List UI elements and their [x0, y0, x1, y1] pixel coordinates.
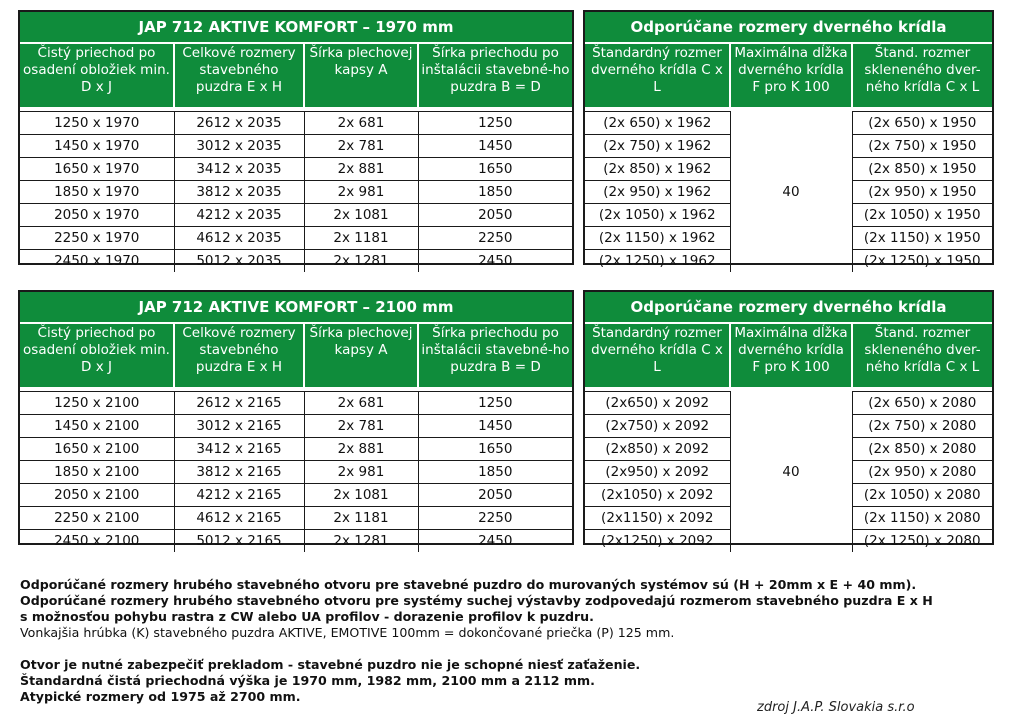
table-cell: 2x 781 — [304, 135, 418, 158]
table-row — [20, 227, 572, 250]
table-row — [20, 250, 572, 273]
table-cell: (2x750) x 2092 — [585, 415, 730, 438]
table-cell: 3412 x 2035 — [174, 158, 304, 181]
col-header-standard-leaf: Štandardný rozmer dverného krídla C x L — [585, 44, 730, 107]
table-row — [20, 204, 572, 227]
table-cell: 2x 1081 — [304, 484, 418, 507]
table-title: Odporúčane rozmery dverného krídla — [585, 292, 992, 324]
table-cell: 2x 981 — [304, 461, 418, 484]
table-cell: 1650 — [418, 438, 572, 461]
table-row — [20, 484, 572, 507]
table-row — [20, 530, 572, 553]
table-body — [20, 387, 572, 552]
dimensions-table-2100 — [18, 290, 574, 549]
table-cell: (2x 1250) x 2080 — [852, 530, 992, 553]
data-grid — [20, 44, 572, 272]
table-cell: (2x 850) x 1950 — [852, 158, 992, 181]
table-cell: (2x 950) x 1962 — [585, 181, 730, 204]
table-cell: 1850 — [418, 181, 572, 204]
note-line: Štandardná čistá priechodná výška je 1970 mm, 1982 mm, 2100 mm a 2112 mm. — [20, 673, 595, 688]
table-row — [20, 135, 572, 158]
table-body — [585, 107, 992, 272]
table-cell: 2050 — [418, 484, 572, 507]
source-credit: zdroj J.A.P. Slovakia s.r.o — [757, 700, 915, 715]
note-line: Otvor je nutné zabezpečiť prekladom - stavebné puzdro nie je schopné niesť zaťaženie. — [20, 657, 641, 672]
table-cell: 2x 1081 — [304, 204, 418, 227]
header-row — [585, 44, 992, 107]
table-cell: 2x 881 — [304, 158, 418, 181]
table-cell: (2x 1250) x 1962 — [585, 250, 730, 273]
table-row — [20, 438, 572, 461]
table-row — [20, 158, 572, 181]
table-cell: (2x 1050) x 1950 — [852, 204, 992, 227]
table-cell: (2x1050) x 2092 — [585, 484, 730, 507]
table-cell: 2050 — [418, 204, 572, 227]
table-cell: (2x 650) x 1962 — [585, 112, 730, 135]
table-cell: (2x 850) x 2080 — [852, 438, 992, 461]
data-grid — [585, 44, 992, 272]
table-cell: 1250 x 1970 — [20, 112, 174, 135]
table-cell: 2x 681 — [304, 392, 418, 415]
table-cell: (2x1150) x 2092 — [585, 507, 730, 530]
table-cell: 4612 x 2035 — [174, 227, 304, 250]
table-row — [585, 112, 992, 135]
table-cell: (2x 950) x 2080 — [852, 461, 992, 484]
table-cell: 1850 x 2100 — [20, 461, 174, 484]
col-header-passage: Čistý priechod po osadení obložiek min. D x J — [20, 44, 174, 107]
table-cell: 2250 x 2100 — [20, 507, 174, 530]
table-cell: 1650 — [418, 158, 572, 181]
table-cell: 4212 x 2035 — [174, 204, 304, 227]
table-cell: (2x 750) x 1950 — [852, 135, 992, 158]
table-cell: 1450 x 2100 — [20, 415, 174, 438]
table-title: JAP 712 AKTIVE KOMFORT – 2100 mm — [20, 292, 572, 324]
table-cell: 3812 x 2165 — [174, 461, 304, 484]
table-cell: 2050 x 1970 — [20, 204, 174, 227]
table-cell: 1450 — [418, 135, 572, 158]
table-cell: 3012 x 2035 — [174, 135, 304, 158]
table-cell: (2x 1150) x 2080 — [852, 507, 992, 530]
data-grid — [585, 324, 992, 552]
dimensions-table-1970 — [18, 10, 574, 269]
table-cell: (2x 650) x 2080 — [852, 392, 992, 415]
col-header-overall: Celkové rozmery stavebného puzdra E x H — [174, 324, 304, 387]
col-header-installed-width: Šírka priechodu po inštalácii stavebné-ho puzdra B = D — [418, 44, 572, 107]
col-header-pocket-width: Šírka plechovej kapsy A — [304, 44, 418, 107]
table-body — [585, 387, 992, 552]
table-cell: (2x 750) x 1962 — [585, 135, 730, 158]
data-grid — [20, 324, 572, 552]
note-line: Odporúčané rozmery hrubého stavebného otvoru pre systémy suchej výstavby zodpovedajú rozmerom stavebného puzdra E x H — [20, 593, 933, 608]
table-cell: 1250 — [418, 392, 572, 415]
note-line: Odporúčané rozmery hrubého stavebného otvoru pre stavebné puzdro do murovaných systémov sú (H + 20mm x E + 40 mm). — [20, 577, 917, 592]
table-title: Odporúčane rozmery dverného krídla — [585, 12, 992, 44]
col-header-glass-leaf: Štand. rozmer skleneného dver-ného krídla C x L — [852, 324, 992, 387]
table-cell: 2x 781 — [304, 415, 418, 438]
table-title: JAP 712 AKTIVE KOMFORT – 1970 mm — [20, 12, 572, 44]
col-header-installed-width: Šírka priechodu po inštalácii stavebné-ho puzdra B = D — [418, 324, 572, 387]
table-cell: 2612 x 2165 — [174, 392, 304, 415]
table-cell: (2x 1050) x 1962 — [585, 204, 730, 227]
col-header-standard-leaf: Štandardný rozmer dverného krídla C x L — [585, 324, 730, 387]
table-cell: (2x 750) x 2080 — [852, 415, 992, 438]
note-line: Atypické rozmery od 1975 až 2700 mm. — [20, 689, 301, 704]
table-body — [20, 107, 572, 272]
table-cell: 5012 x 2035 — [174, 250, 304, 273]
table-cell: (2x 1150) x 1962 — [585, 227, 730, 250]
table-cell: (2x1250) x 2092 — [585, 530, 730, 553]
col-header-max-length: Maximálna dĺžka dverného krídla F pro K 100 — [730, 324, 852, 387]
header-row — [585, 324, 992, 387]
table-row — [585, 392, 992, 415]
table-cell: 2250 x 1970 — [20, 227, 174, 250]
max-length-cell: 40 — [730, 392, 852, 553]
table-cell: 1250 — [418, 112, 572, 135]
table-cell: 2450 — [418, 530, 572, 553]
table-cell: 1450 x 1970 — [20, 135, 174, 158]
table-cell: 2x 681 — [304, 112, 418, 135]
table-cell: (2x 650) x 1950 — [852, 112, 992, 135]
col-header-max-length: Maximálna dĺžka dverného krídla F pro K 100 — [730, 44, 852, 107]
table-cell: (2x 1050) x 2080 — [852, 484, 992, 507]
table-cell: 3012 x 2165 — [174, 415, 304, 438]
col-header-pocket-width: Šírka plechovej kapsy A — [304, 324, 418, 387]
col-header-passage: Čistý priechod po osadení obložiek min. D x J — [20, 324, 174, 387]
table-cell: 2x 1281 — [304, 250, 418, 273]
table-cell: 2x 1181 — [304, 227, 418, 250]
table-cell: 2250 — [418, 227, 572, 250]
table-cell: 2250 — [418, 507, 572, 530]
table-cell: 1850 — [418, 461, 572, 484]
table-cell: (2x 1250) x 1950 — [852, 250, 992, 273]
table-cell: 1650 x 1970 — [20, 158, 174, 181]
table-cell: (2x650) x 2092 — [585, 392, 730, 415]
table-cell: 1650 x 2100 — [20, 438, 174, 461]
table-row — [20, 112, 572, 135]
note-line: s možnosťou pohybu rastra z CW alebo UA profilov - dorazenie profilov k puzdru. — [20, 609, 594, 624]
notes-section — [20, 577, 1000, 705]
table-cell: 2x 981 — [304, 181, 418, 204]
table-cell: 3412 x 2165 — [174, 438, 304, 461]
door-leaf-table-1970 — [583, 10, 994, 269]
table-row — [20, 392, 572, 415]
max-length-cell: 40 — [730, 112, 852, 273]
table-cell: 1450 — [418, 415, 572, 438]
table-cell: 1250 x 2100 — [20, 392, 174, 415]
table-row — [20, 415, 572, 438]
table-cell: 2x 1181 — [304, 507, 418, 530]
table-cell: (2x950) x 2092 — [585, 461, 730, 484]
header-row — [20, 44, 572, 107]
table-cell: 2050 x 2100 — [20, 484, 174, 507]
header-row — [20, 324, 572, 387]
col-header-overall: Celkové rozmery stavebného puzdra E x H — [174, 44, 304, 107]
table-cell: (2x 850) x 1962 — [585, 158, 730, 181]
table-row — [20, 181, 572, 204]
door-leaf-table-2100 — [583, 290, 994, 549]
table-cell: 2450 — [418, 250, 572, 273]
table-cell: 4612 x 2165 — [174, 507, 304, 530]
table-cell: 2450 x 1970 — [20, 250, 174, 273]
note-line: Vonkajšia hrúbka (K) stavebného puzdra AKTIVE, EMOTIVE 100mm = dokončované priečka (P) 125 mm. — [20, 625, 675, 640]
table-cell: 2x 881 — [304, 438, 418, 461]
table-cell: (2x 950) x 1950 — [852, 181, 992, 204]
table-cell: (2x850) x 2092 — [585, 438, 730, 461]
col-header-glass-leaf: Štand. rozmer skleneného dver-ného krídla C x L — [852, 44, 992, 107]
table-cell: 1850 x 1970 — [20, 181, 174, 204]
table-row — [20, 507, 572, 530]
table-cell: 5012 x 2165 — [174, 530, 304, 553]
table-cell: 4212 x 2165 — [174, 484, 304, 507]
table-row — [20, 461, 572, 484]
table-cell: 2x 1281 — [304, 530, 418, 553]
table-cell: (2x 1150) x 1950 — [852, 227, 992, 250]
table-cell: 2450 x 2100 — [20, 530, 174, 553]
table-cell: 2612 x 2035 — [174, 112, 304, 135]
table-cell: 3812 x 2035 — [174, 181, 304, 204]
